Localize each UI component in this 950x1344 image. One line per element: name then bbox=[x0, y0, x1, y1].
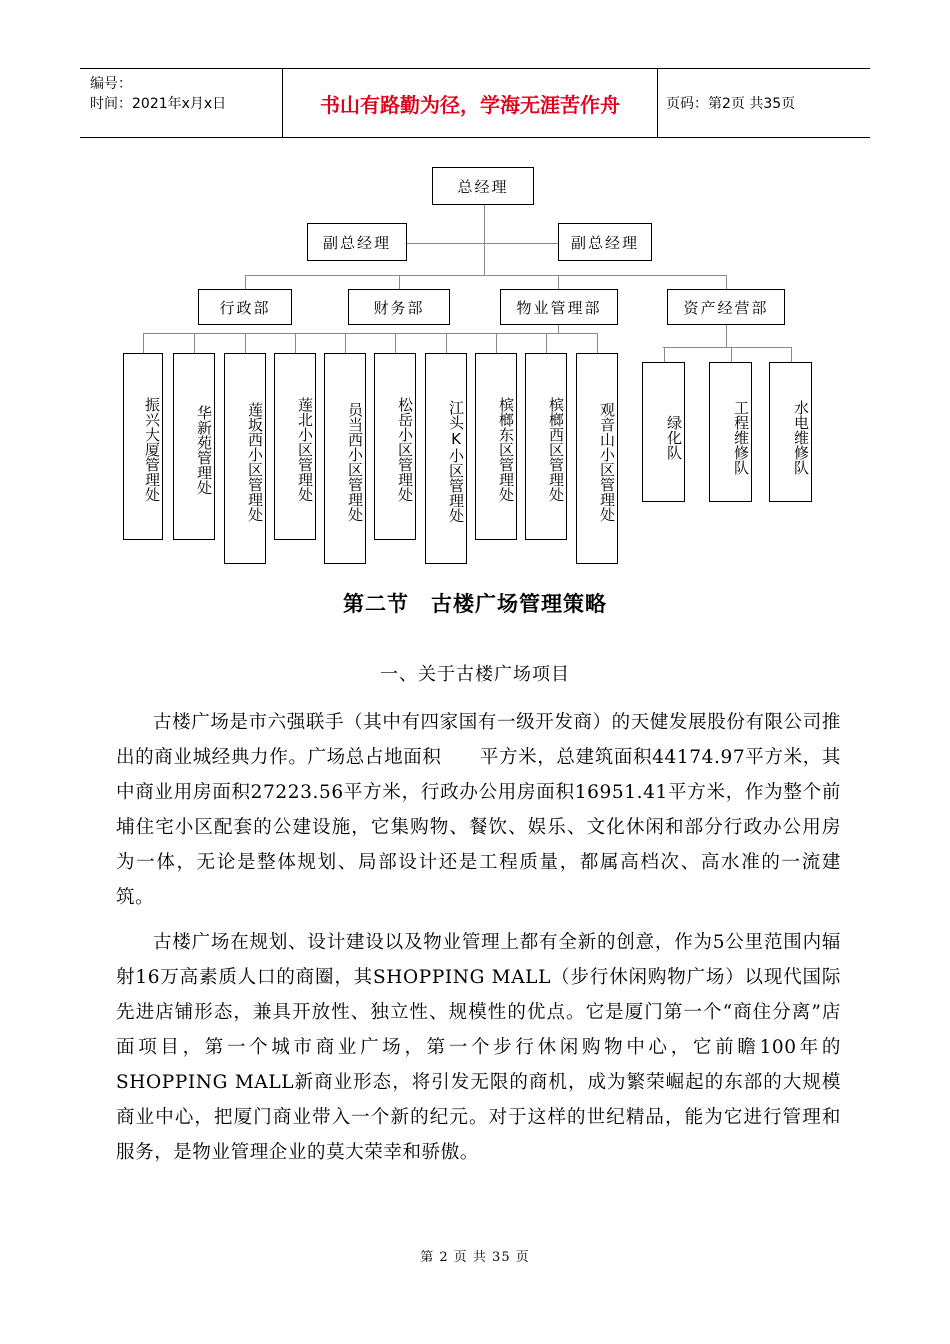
org-node-asset-dept: 资产经营部 bbox=[667, 289, 785, 325]
org-node-management-office: 莲北小区管理处 bbox=[274, 353, 316, 540]
header-page-info: 页码：第2页 共35页 bbox=[666, 96, 796, 112]
org-node-management-office: 观音山小区管理处 bbox=[576, 353, 618, 564]
paragraph: 古楼广场是市六强联手（其中有四家国有一级开发商）的天健发展股份有限公司推出的商业城经典力作。广场总占地面积 平方米，总建筑面积44174.97平方米，其中商业用房面积27223.56平方米，行政办公用房面积16951.41平方米，作为整个前埔住宅小区配套的公建设施，它集购物、餐饮、娱乐、文化休闲和部分行政办公用房为一体，无论是整体规划、局部设计还是工程质量，都属高档次、高水准的一流建筑。 bbox=[116, 712, 841, 908]
section-title: 第二节 古楼广场管理策略 bbox=[343, 592, 607, 616]
connector-line bbox=[446, 333, 447, 353]
org-node-management-office: 槟榔东区管理处 bbox=[475, 353, 517, 540]
subsection-title: 一、关于古楼广场项目 bbox=[380, 664, 570, 685]
connector-line bbox=[731, 347, 732, 362]
connector-line bbox=[664, 347, 665, 362]
org-node-admin-dept: 行政部 bbox=[198, 289, 292, 325]
connector-line bbox=[399, 275, 400, 289]
time-label: 时间：2021年x月x日 bbox=[90, 96, 227, 112]
header-motto: 书山有路勤为径，学海无涯苦作舟 bbox=[283, 69, 658, 137]
connector-line bbox=[791, 347, 792, 362]
org-node-management-office: 莲坂西小区管理处 bbox=[224, 353, 266, 564]
connector-line bbox=[726, 325, 727, 347]
org-node-general-manager: 总经理 bbox=[432, 167, 534, 205]
org-chart bbox=[0, 0, 950, 580]
org-node-management-office: 振兴大厦管理处 bbox=[123, 353, 163, 540]
connector-line bbox=[558, 325, 559, 333]
connector-line bbox=[597, 333, 598, 353]
connector-line bbox=[484, 205, 485, 275]
connector-line bbox=[496, 333, 497, 353]
connector-line bbox=[546, 333, 547, 353]
connector-line bbox=[245, 275, 246, 289]
paragraph: 古楼广场在规划、设计建设以及物业管理上都有全新的创意，作为5公里范围内辐射16万高素质人口的商圈，其SHOPPING MALL（步行休闲购物广场）以现代国际先进店铺形态，兼具开放性、独立性、规模性的优点。它是厦门第一个“商住分离”店面项目，第一个城市商业广场，第一个步行休闲购物中心，它前瞻100年的SHOPPING MALL新商业形态，将引发无限的商机，成为繁荣崛起的东部的大规模商业中心，把厦门商业带入一个新的纪元。对于这样的世纪精品，能为它进行管理和服务，是物业管理企业的莫大荣幸和骄傲。 bbox=[116, 932, 841, 1163]
connector-line bbox=[144, 333, 597, 334]
connector-line bbox=[558, 275, 559, 289]
org-node-management-office: 松岳小区管理处 bbox=[374, 353, 416, 540]
org-node-management-office: 华新苑管理处 bbox=[173, 353, 215, 540]
number-label: 编号： bbox=[90, 76, 132, 92]
org-node-asset-team: 工程维修队 bbox=[709, 362, 752, 502]
connector-line bbox=[663, 347, 791, 348]
connector-line bbox=[245, 333, 246, 353]
org-node-deputy-manager: 副总经理 bbox=[558, 223, 652, 261]
connector-line bbox=[295, 333, 296, 353]
connector-line bbox=[194, 333, 195, 353]
connector-line bbox=[345, 333, 346, 353]
page-footer: 第 2 页 共 35 页 bbox=[420, 1250, 530, 1265]
org-node-finance-dept: 财务部 bbox=[348, 289, 450, 325]
connector-line bbox=[143, 333, 144, 353]
connector-line bbox=[390, 243, 558, 244]
org-node-property-dept: 物业管理部 bbox=[500, 289, 618, 325]
org-node-deputy-manager: 副总经理 bbox=[307, 223, 407, 261]
org-node-management-office: 槟榔西区管理处 bbox=[525, 353, 567, 540]
org-node-asset-team: 水电维修队 bbox=[769, 362, 812, 502]
connector-line bbox=[395, 333, 396, 353]
connector-line bbox=[726, 275, 727, 289]
org-node-management-office: 员当西小区管理处 bbox=[324, 353, 366, 564]
org-node-management-office: 江头K小区管理处 bbox=[425, 353, 467, 564]
org-node-asset-team: 绿化队 bbox=[642, 362, 685, 502]
connector-line bbox=[245, 275, 727, 276]
